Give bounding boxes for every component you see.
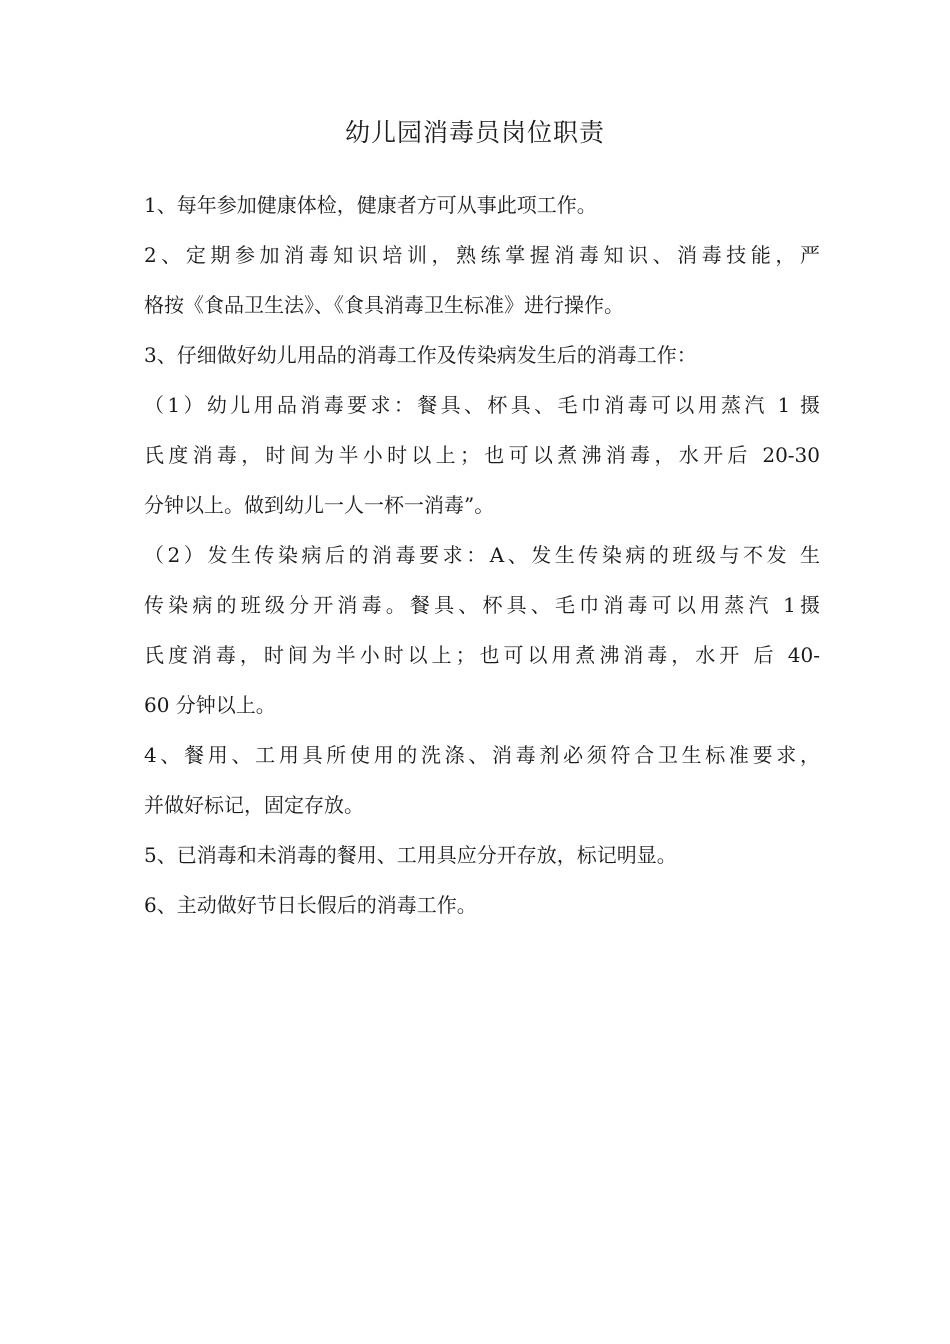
item-3-line: 3、仔细做好幼儿用品的消毒工作及传染病发生后的消毒工作： (144, 343, 697, 367)
item-3-2-line-1: （2）发生传染病后的消毒要求：A、发生传染病的班级与不发 生 (144, 543, 820, 567)
item-3-2-line-3: 氏度消毒，时间为半小时以上；也可以用煮沸消毒，水开 后 40- (144, 643, 820, 667)
item-5-line: 5、已消毒和未消毒的餐用、工用具应分开存放，标记明显。 (144, 843, 677, 867)
item-2-line-1: 2、定期参加消毒知识培训，熟练掌握消毒知识、消毒技能，严 (144, 243, 820, 267)
item-3-1-line-1: （1）幼儿用品消毒要求：餐具、杯具、毛巾消毒可以用蒸汽 1 摄 (144, 393, 820, 417)
item-6-line: 6、主动做好节日长假后的消毒工作。 (144, 893, 477, 917)
item-3-2-line-2: 传染病的班级分开消毒。餐具、杯具、毛巾消毒可以用蒸汽 1摄 (144, 593, 820, 617)
item-3-1-line-2: 氏度消毒，时间为半小时以上；也可以煮沸消毒，水开后 20-30 (144, 443, 820, 467)
item-4-line-1: 4、餐用、工用具所使用的洗涤、消毒剂必须符合卫生标准要求， (144, 743, 820, 767)
document-title: 幼儿园消毒员岗位职责 (344, 118, 605, 147)
item-3-1-line-3: 分钟以上。做到幼儿一人一杯一消毒”。 (144, 493, 495, 517)
document-body (144, 180, 820, 930)
item-2-line-2: 格按《食品卫生法》、《食具消毒卫生标准》进行操作。 (144, 293, 624, 317)
item-4-line-2: 并做好标记，固定存放。 (144, 793, 364, 817)
item-1-line: 1、每年参加健康体检，健康者方可从事此项工作。 (144, 193, 597, 217)
item-3-2-line-4: 60 分钟以上。 (144, 693, 276, 717)
